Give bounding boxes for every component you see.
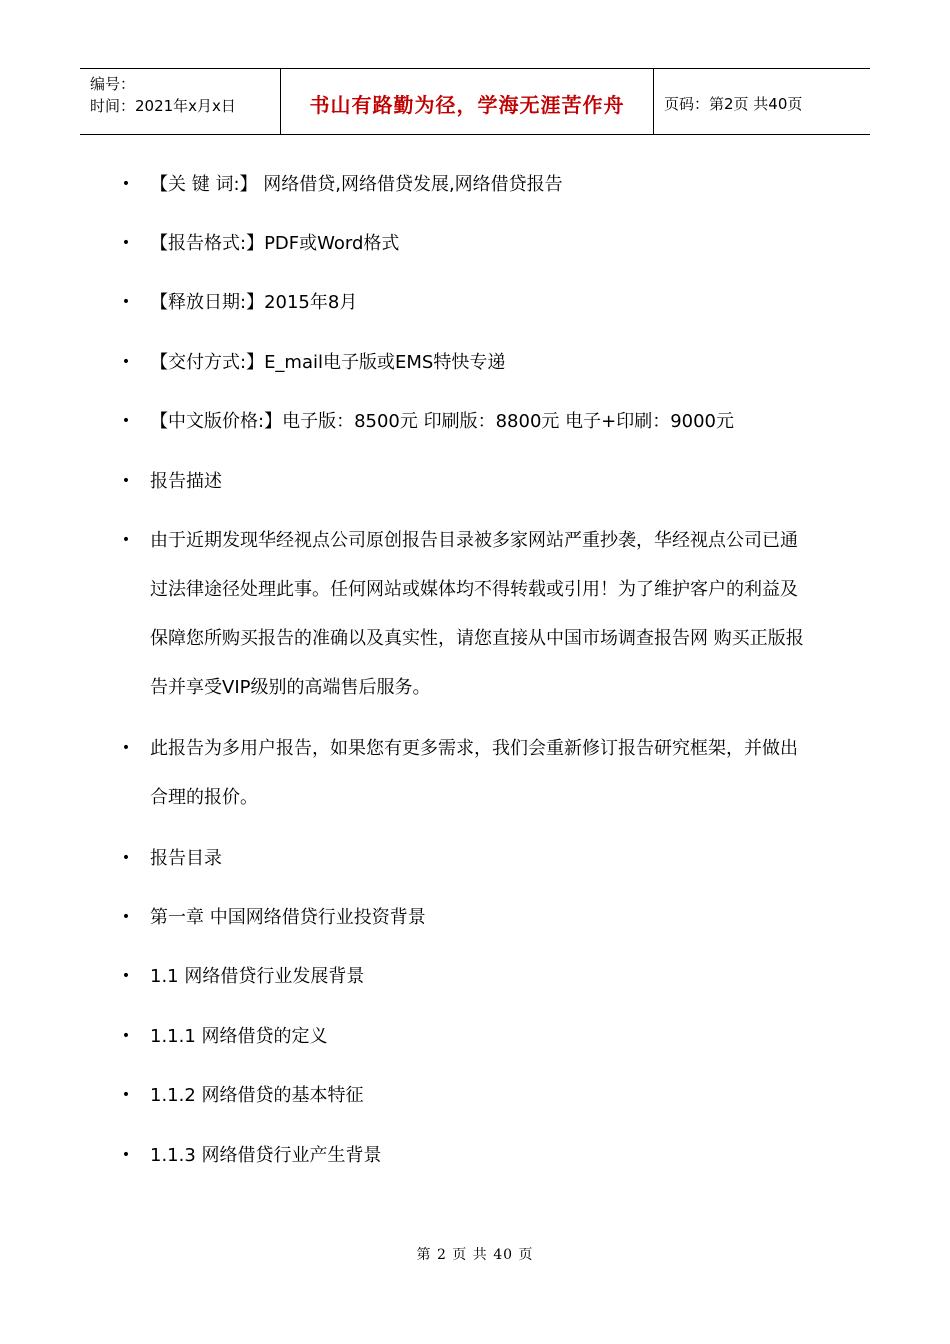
- serial-label: 编号：: [90, 75, 136, 93]
- list-item-section-1-1-2: • 1.1.2 网络借贷的基本特征: [150, 1071, 805, 1120]
- bullet-icon: •: [121, 176, 131, 192]
- header-motto-cell: [281, 69, 654, 134]
- motto-text: 书山有路勤为径，学海无涯苦作舟: [309, 93, 625, 117]
- bullet-icon: •: [121, 1147, 131, 1163]
- page-footer: [0, 1244, 950, 1264]
- bullet-icon: •: [121, 235, 131, 251]
- bullet-icon: •: [121, 740, 131, 756]
- bullet-icon: •: [121, 968, 131, 984]
- header-page-cell: [654, 69, 870, 134]
- bullet-icon: •: [121, 850, 131, 866]
- list-item-chapter-1: • 第一章 中国网络借贷行业投资背景: [150, 893, 805, 942]
- list-item-format: • 【报告格式:】PDF或Word格式: [150, 219, 805, 268]
- list-item-multi-user-notice: • 此报告为多用户报告，如果您有更多需求，我们会重新修订报告研究框架，并做出合理的报价。: [150, 724, 805, 822]
- bullet-icon: •: [121, 473, 131, 489]
- bullet-icon: •: [121, 413, 131, 429]
- bullet-icon: •: [121, 1087, 131, 1103]
- list-item-keywords: • 【关 键 词:】 网络借贷,网络借贷发展,网络借贷报告: [150, 160, 805, 209]
- header-meta-cell: [80, 69, 281, 134]
- list-item-toc-heading: • 报告目录: [150, 834, 805, 883]
- bullet-icon: •: [121, 532, 131, 548]
- list-item-description-heading: • 报告描述: [150, 457, 805, 506]
- bullet-icon: •: [121, 354, 131, 370]
- list-item-section-1-1: • 1.1 网络借贷行业发展背景: [150, 952, 805, 1001]
- list-item-section-1-1-3: • 1.1.3 网络借贷行业产生背景: [150, 1131, 805, 1180]
- list-item-price: • 【中文版价格:】电子版：8500元 印刷版：8800元 电子+印刷：9000元: [150, 397, 805, 446]
- list-item-delivery: • 【交付方式:】E_mail电子版或EMS特快专递: [150, 338, 805, 387]
- list-item-release-date: • 【释放日期:】2015年8月: [150, 278, 805, 327]
- bullet-icon: •: [121, 909, 131, 925]
- bullet-icon: •: [121, 1028, 131, 1044]
- page-info: 页码：第2页 共40页: [664, 95, 803, 113]
- list-item-copyright-notice: • 由于近期发现华经视点公司原创报告目录被多家网站严重抄袭，华经视点公司已通过法律途径处理此事。任何网站或媒体均不得转载或引用！为了维护客户的利益及保障您所购买报告的准确以及真实性，请您直接从中国市场调查报告网 购买正版报告并享受VIP级别的高端售后服务。: [150, 516, 805, 712]
- time-label: 时间：2021年x月x日: [90, 97, 236, 115]
- footer-page-number: 第 2 页 共 40 页: [416, 1247, 534, 1263]
- list-item-section-1-1-1: • 1.1.1 网络借贷的定义: [150, 1012, 805, 1061]
- page-header: [80, 68, 870, 135]
- bullet-icon: •: [121, 294, 131, 310]
